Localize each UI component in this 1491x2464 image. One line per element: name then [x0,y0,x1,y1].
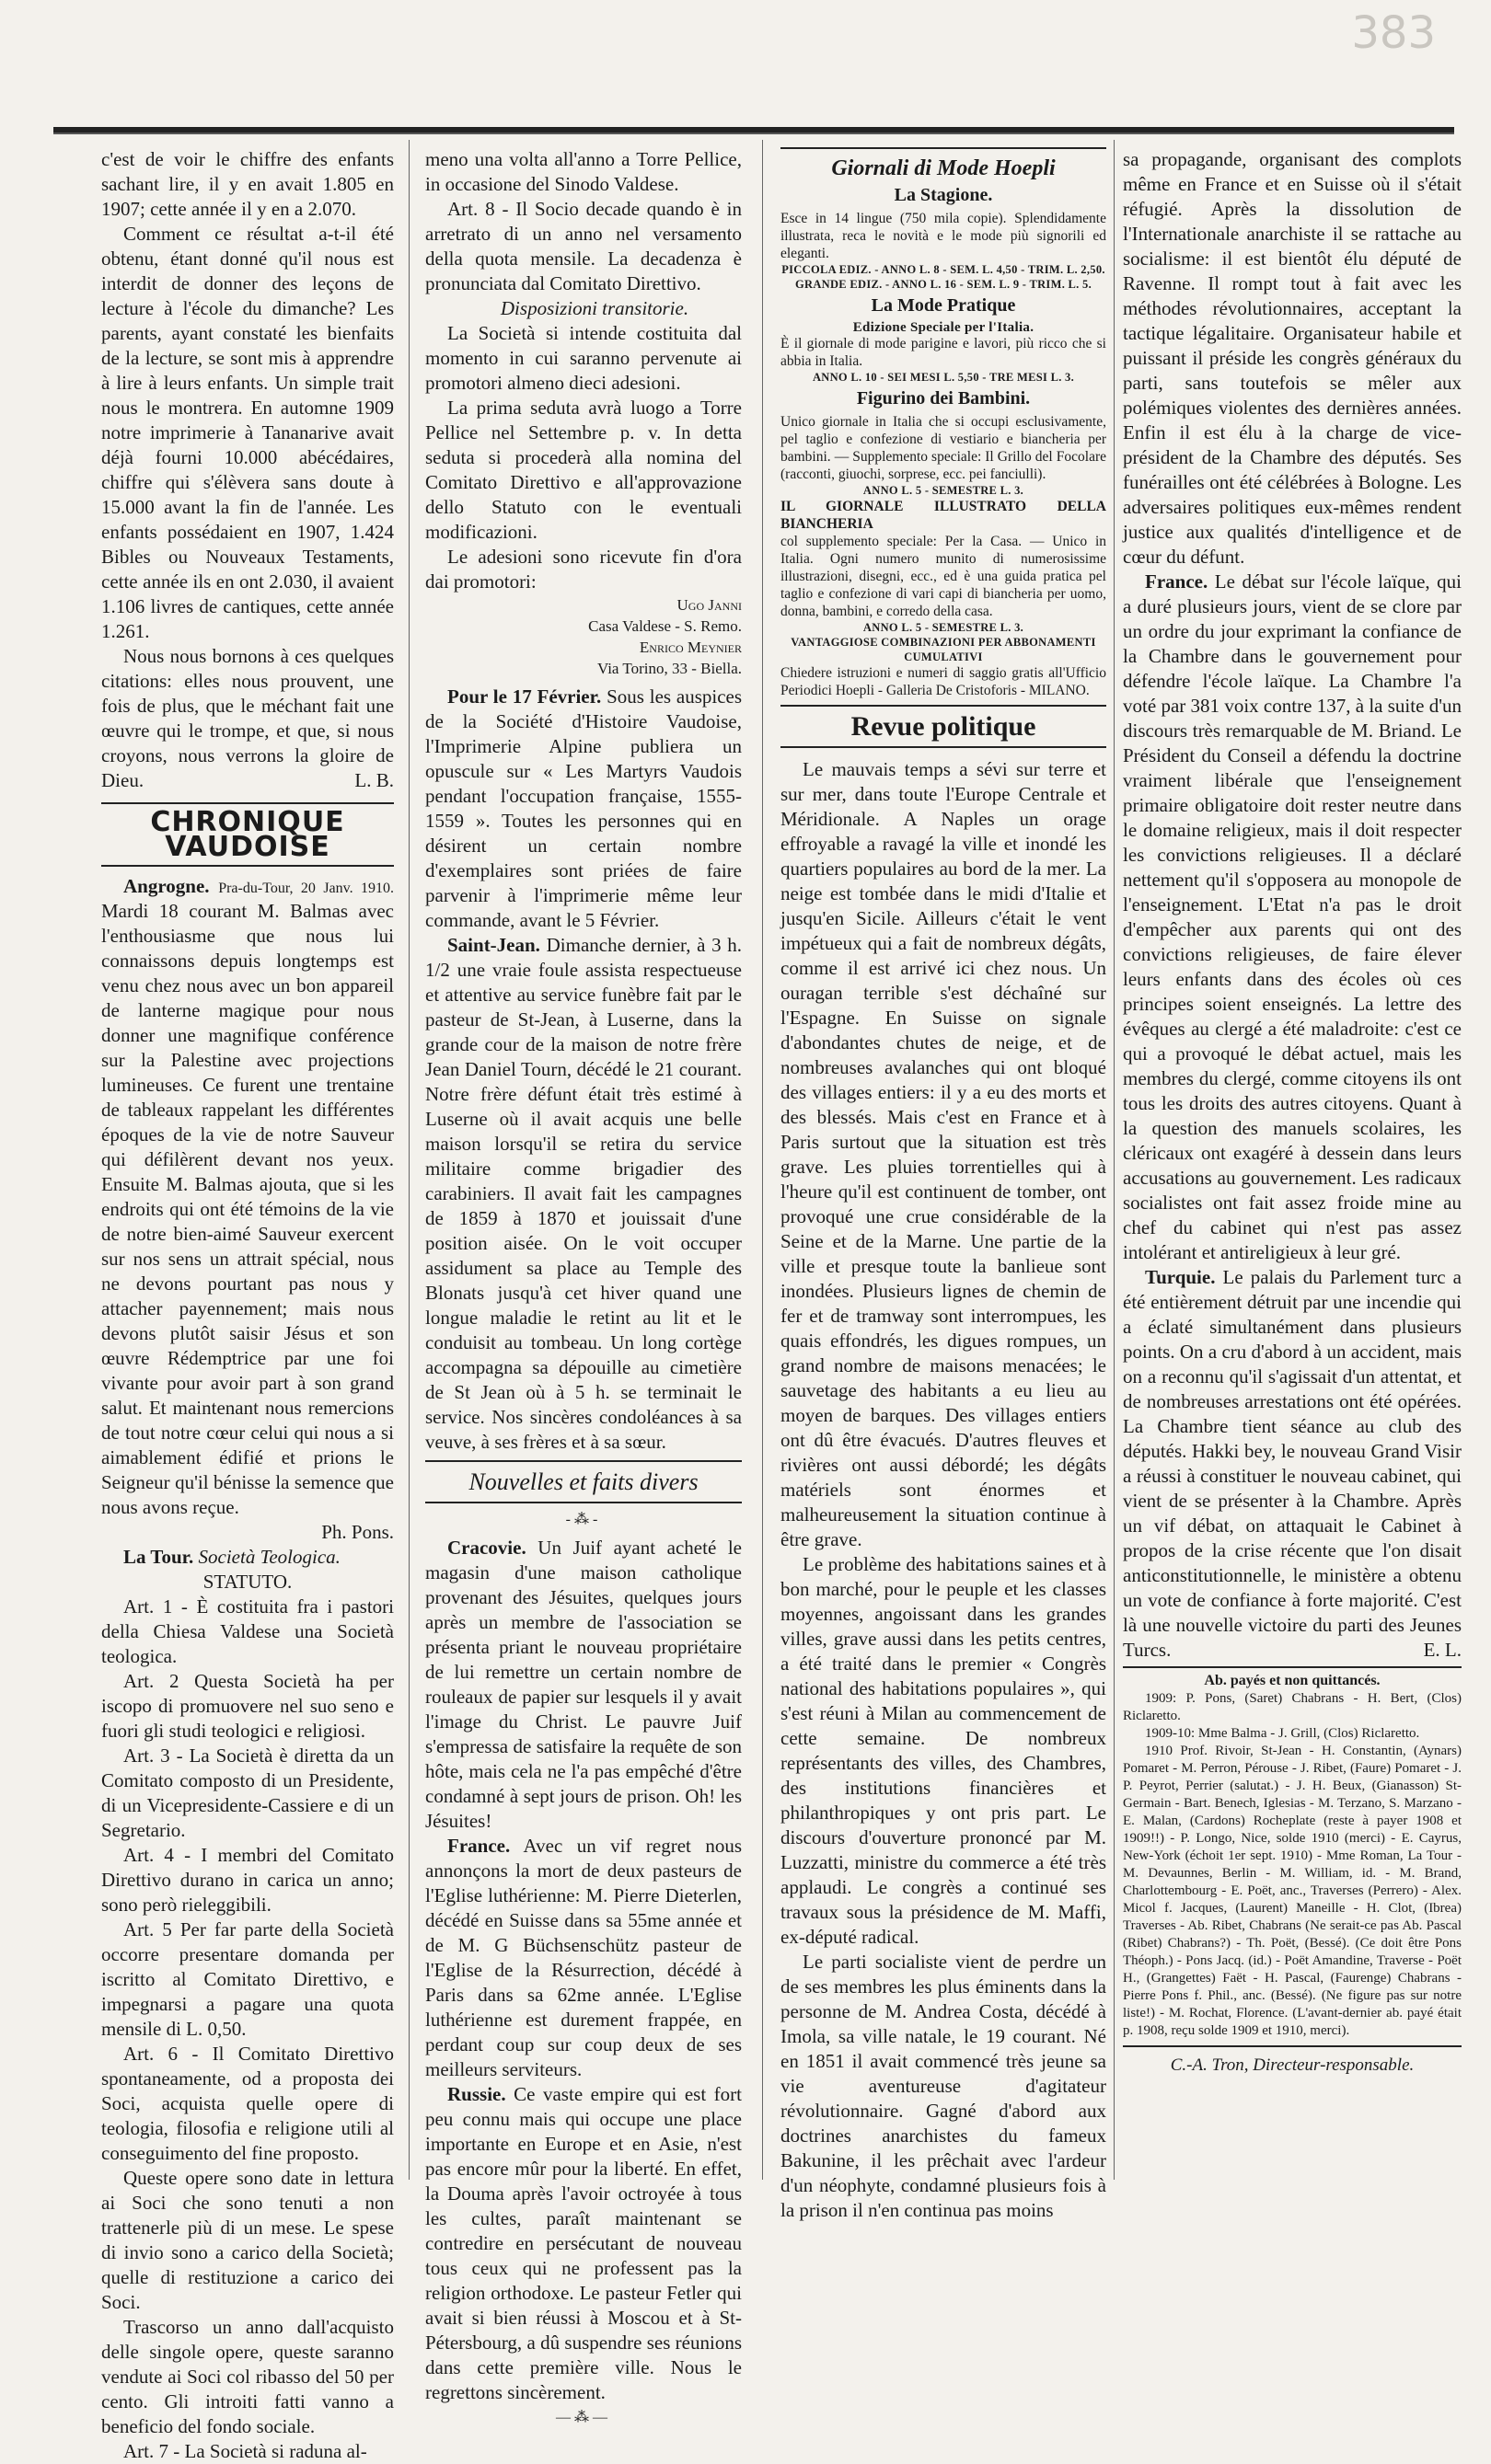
column-4 [1123,147,1462,2172]
article-heading: France. [1145,570,1208,593]
signature: L. B. [354,769,394,791]
subscription-entry: 1909: P. Pons, (Saret) Chabrans - H. Bert, (Clos) Riclaretto. [1123,1691,1462,1723]
statute-article: Art. 3 - La Società è diretta da un Comitato composto di un Presidente, di un Vicepresidente-Cassiere e di un Segretario. [101,1744,394,1841]
column-divider [1114,140,1115,2180]
director-line: C.-A. Tron, Directeur-responsable. [1123,2045,1462,2078]
subscriptions-title: Ab. payés et non quittancés. [1204,1673,1381,1688]
article-body: Mardi 18 courant M. Balmas avec l'enthousiasme que nous lui connaissons depuis longtemps est venu chez nous avec un bon appareil de lanterne magique pour nous donner une magnifique conférence sur la Palestine avec projections lumineuses. Ce furent une trentaine de tableaux rappelant les différentes époques de la vie de notre Sauveur qui défilèrent devant nos yeux. Ensuite M. Balmas ajouta, que si les endroits qui ont été témoins de la vie de notre bien-aimé Sauveur exercent sur nos sens un attrait spécial, nous ne devons pourtant pas nous y attacher payennement; mais nous devons plutôt saisir Jésus et son œuvre Rédemptrice par une foi vivante pour avoir part à son grand salut. Et maintenant nous remercions de tout notre cœur celui qui nous a si aimablement édifié et prions le Seigneur qu'il bénisse la semence que nous avons reçue. [101,900,394,1518]
rubric-title: Nouvelles et faits divers [425,1460,742,1503]
article-heading: La Tour. [123,1546,194,1568]
statute-article: Art. 5 Per far parte della Società occorre presentare domanda per iscritto al Comitato Direttivo, e impegnarsi a pagare una quota mensile di L. 0,50. [101,1918,394,2040]
statute-title: STATUTO. [202,1571,293,1593]
article [101,874,394,1520]
ad-section-title: La Mode Pratique [871,295,1016,316]
column-divider [762,140,763,2180]
paragraph: La prima seduta avrà luogo a Torre Pellice nel Settembre p. v. In detta seduta si procederà alla nomina del Comitato Direttivo e all'approvazione dello Statuto con le eventuali modificazioni. [425,397,742,543]
column-3 [780,147,1106,2221]
ad-note: VANTAGGIOSE COMBINAZIONI PER ABBONAMENTI CUMULATIVI [791,636,1096,663]
paragraph: Le problème des habitations saines et à bon marché, pour le peuple et les classes moyennes, angoissant dans les grandes villes, grave aussi dans les petits centres, a été traité dans le premier « Congrès national des habitations populaires », qui s'est réuni à Milan au commencement de cette semaine. De nombreux représentants des villes, des Chambres, des institutions financières et philanthropiques y ont pris part. Le discours d'ouverture prononcé par M. Luzzatti, ministre du commerce a été très applaudi. Le congrès a continué ses travaux sous la présidence de M. Maffi, ex-député radical. [780,1553,1106,1948]
promoter-address: Casa Valdese - S. Remo. [588,617,742,635]
article-body: Le palais du Parlement turc a été entièrement détruit par une incendie qui a éclaté simultanément dans plusieurs points. On a cru d'abord à un accident, mais on a reconnu qu'il s'agissait d'un attentat, et de nombreuses arrestations ont été opérées. La Chambre tient séance au club des députés. Hakki bey, le nouveau Grand Visir a réussi à constituer le nouveau cabinet, qui vient de se présenter à la Chambre. Après un vif débat, on attaquait le Cabinet à propos de la crise récente que l'on disait anticonstitutionnelle, le ministère a obtenu un vote de confiance à forte majorité. C'est là une nouvelle victoire du parti des Jeunes Turcs. [1123,1266,1462,1661]
article [1123,570,1462,1265]
article [425,933,742,1455]
statute-article: Art. 4 - I membri del Comitato Direttivo durano in carica un anno; sono però rieleggibili. [101,1844,394,1916]
column-divider [409,140,410,2180]
paragraph: c'est de voir le chiffre des enfants sachant lire, il y en avait 1.805 en 1907; cette année il y en a 2.070. [101,148,394,220]
ad-price: ANNO L. 10 - SEI MESI L. 5,50 - TRE MESI L. 3. [812,371,1075,384]
article-heading: Saint-Jean. [447,934,540,956]
column-2 [425,147,743,2425]
statute-article: Art. 6 - Il Comitato Direttivo spontaneamente, od a proposta dei Soci, acquista quelle opere di teologia, filosofia e religione utili al conseguimento del fine proposto. [101,2043,394,2164]
ad-text: col supplemento speciale: Per la Casa. — Unico in Italia. Ogni numero munito di numerosissime illustrazioni, disegni, ecc., ed è una guida pratica pel taglio e confezione di vari capi di biancheria per uomo, donna, bambini, e corredo della casa. [780,534,1106,619]
paragraph: meno una volta all'anno a Torre Pellice, in occasione del Sinodo Valdese. [425,148,742,195]
article-body: Ce vaste empire qui est fort peu connu mais qui occupe une place importante en Europe et en Asie, n'est pas encore mûr pour la liberté. En effet, la Douma après l'avoir octroyée à tous les cultes, paraît maintenant se contredire en persécutant de nouveau tous ceux qui ne professent pas la religion orthodoxe. Le pasteur Fetler qui avait si bien réussi à Moscou et à St-Pétersbourg, a dû suspendre ses réunions dans cette première ville. Nous le regrettons sincèrement. [425,2083,743,2403]
article-heading: Russie. [447,2083,506,2105]
promoters-list [425,594,742,679]
signature: E. L. [1423,1639,1462,1661]
promoter-name: Enrico Meynier [639,639,742,656]
article-subheading: Società Teologica. [198,1546,341,1568]
ornament: -⁂- [565,1512,602,1527]
subscription-entry: 1910 Prof. Rivoir, St-Jean - H. Constantin, (Aynars) Pomaret - M. Perron, Pérouse - J. Ribet, (Faure) Pomaret - J. P. Peyrot, Perrier (salutat.) - J. H. Beux, (Gianasson) St-Germain - Bart. Benech, Iglesias - M. Terzano, S. Marzano - E. Malan, (Cardons) Rocheplate (reste à payer 1908 et 1909!!) - P. Longo, Nice, solde 1910 (merci) - E. Cayrus, New-York (échoit 1er sept. 1910) - Mme Roman, La Tour - M. Devaunnes, Berlin - M. William, id. - M. Brand, Charlottembourg - E. Poët, anc., Traverses (Perrero) - Alex. Micol f. Jacques, (Laurent) Maneille - H. Clot, (Ibrea) Traverses - Ab. Ribet, Chabrans (Ne serait-ce pas Ab. Pascal (Ribet) Chabrans?) - Th. Poët, (Bessé). (Ce doit être Pons Théoph.) - Pons Jacq. (id.) - Poët Amandine, Traverse - Poët H., (Grangettes) Faët - H. Pascal, (Faurenge) Chabrans - Pierre Pons f. Phil., anc. (Bessé). (Ne figure pas sur notre liste!) - M. Rochat, Florence. (L'avant-dernier ab. payé était p. 1908, reçu solde 1909 et 1910, merci). [1123,1744,1462,2038]
article-body: Avec un vif regret nous annonçons la mort de deux pasteurs de l'Eglise luthérienne: M. Pierre Dieterlen, décédé en Suisse dans sa 55me année et de M. G Büchsenschütz pasteur de l'Eglise de la Résurrection, décédé à Paris dans sa 62me année. L'Eglise luthérienne est durement frappée, en perdant coup sur coup deux de ses meilleurs serviteurs. [425,1835,743,2080]
promoter-address: Via Torino, 33 - Biella. [596,660,742,677]
paragraph: La Società si intende costituita dal momento in cui saranno pervenute ai promotori almeno dieci adesioni. [425,322,742,394]
statute-article: Art. 7 - La Società si raduna al- [123,2440,367,2462]
statute-article: Art. 1 - È costituita fra i pastori della Chiesa Valdese una Società teologica. [101,1595,394,1667]
article-body: Le débat sur l'école laïque, qui a duré plusieurs jours, vient de se clore par un ordre du jour exprimant la confiance de la Chambre dans le gouvernement pour défendre l'école laïque. La Chambre l'a voté par 381 voix contre 137, à la suite d'un discours très remarquable de M. Briand. Le Président du Conseil a défendu la doctrine vraiment libérale que l'enseignement primaire obligatoire doit rester neutre dans le domaine religieux, mais il doit respecter les convictions religieuses. Il a déclaré nettement qu'il s'opposera au monopole de l'enseignement. L'Etat n'a pas le droit d'empêcher aux parents qui ont des convictions religieuses, de faire élever leurs enfants dans des écoles où ces principes soient enseignés. La lettre des évêques au clergé a été maladroite: c'est ce qui a provoqué le débat actuel, mais les membres du clergé, comme citoyens ils ont tous les droits des autres citoyens. Quant à la question des manuels scolaires, les cléricaux ont exagéré à dessein dans leurs accusations au gouvernement. Les radicaux socialistes ont fait assez froide mine au chef du cabinet qui n'est pas assez intolérant et antireligieux à leur gré. [1123,570,1462,1263]
ad-text: Unico giornale in Italia che si occupi esclusivamente, pel taglio e confezione di vestiario e biancheria per bambini. — Supplemento speciale: Il Grillo del Focolare (racconti, giuochi, sorprese, ecc. pei fanciulli). [780,414,1106,482]
ad-section-subtitle: Edizione Speciale per l'Italia. [852,320,1034,335]
signature: Ph. Pons. [321,1521,394,1543]
article-dateline: Pra-du-Tour, 20 Janv. 1910. [218,881,395,896]
subheading: Disposizioni transitorie. [500,297,689,319]
ad-price: PICCOLA EDIZ. - ANNO L. 8 - SEM. L. 4,50 - TRIM. L. 2,50. [781,263,1105,276]
article-heading: Turquie. [1145,1266,1216,1288]
article-body: Dimanche dernier, à 3 h. 1/2 une vraie foule assista respectueuse et attentive au service funèbre fait par le pasteur de St-Jean, à Luserne, dans la grande cour de la maison de notre frère Jean Daniel Tourn, décédé le 21 courant. Notre frère défunt était très estimé à Luserne où il avait acquis une belle maison lorsqu'il se retira du service militaire comme brigadier des carabiniers. Il avait fait les campagnes de 1859 à 1870 et jouissait d'une position aisée. On le voit occuper assidument sa place au Temple des Blonats jusqu'à cet hiver quand une longue maladie le retint au lit et le conduisit au tombeau. Un long cortège accompagna sa dépouille au cimetière de St Jean où à 5 h. se terminait le service. Nos sincères condoléances à sa veuve, à ses frères et à sa sœur. [425,934,742,1453]
article [425,2082,742,2405]
article [1123,1265,1462,1663]
paragraph-text: Nous nous bornons à ces quelques citations: elles nous prouvent, une fois de plus, que le méchant fait une œuvre qui le trompe, et que, si nous croyons, nous verrons la gloire de Dieu. [101,645,394,791]
ad-section-title: IL GIORNALE ILLUSTRATO DELLA BIANCHERIA [780,499,1106,532]
statute-article: Queste opere sono date in lettura ai Soci che sono tenuti a non trattenerle più di un mese. Le spese di invio sono a carico della Società; quelle di restituzione a carico dei Soci. [101,2167,394,2313]
article [101,1545,394,1570]
ad-title: Giornali di Mode Hoepli [831,156,1056,180]
article [425,685,742,933]
advertisement [780,147,1106,707]
ornament: —⁂— [556,2410,611,2425]
paragraph: Le adesioni sono ricevute fin d'ora dai promotori: [425,546,742,593]
paragraph: Le parti socialiste vient de perdre un de ses membres les plus éminents dans la personne de M. Andrea Costa, décédé à Imola, sa ville natale, le 19 courant. Né en 1851 il avait commencé très jeune sa vie aventureuse d'agitateur révolutionnaire. Gagné d'abord aux doctrines anarchistes du fameux Bakunine, il les prêchait avec l'ardeur d'un néophyte, condamné plusieurs fois à la prison il n'en continua pas moins [780,1951,1106,2221]
article-body: Sous les auspices de la Société d'Histoire Vaudoise, l'Imprimerie Alpine publiera un opuscule sur « Les Martyrs Vaudois pendant l'occupation française, 1555-1559 ». Toutes les personnes qui en désirent un certain nombre d'exemplaires sont priées de faire parvenir à l'imprimerie même leur commande, avant le 5 Février. [425,685,743,931]
ad-section-title: Figurino dei Bambini. [856,388,1031,409]
ad-contact: Chiedere istruzioni e numeri di saggio gratis all'Ufficio Periodici Hoepli - Galleria De Cristoforis - MILANO. [780,665,1106,698]
section-title: Revue politique [780,714,1106,748]
paragraph: Comment ce résultat a-t-il été obtenu, étant donné qu'il nous est interdit de donner des leçons de lecture à l'école du dimanche? Les parents, ayant constaté les bienfaits de la lecture, se sont mis à apprendre à lire à leurs enfants. Un simple trait nous le montrera. En automne 1909 notre imprimerie à Tananarive avait déjà fourni 10.000 abécédaires, chiffre qui s'élèvera sans doute à 15.000 avant la fin de l'année. Les enfants possédaient en 1907, 1.424 Bibles ou Nouveaux Testaments, cette année ils en ont 2.030, il avaient 1.106 livres de cantiques, cette année 1.261. [101,223,394,642]
section-title: CHRONIQUE VAUDOISE [101,802,394,867]
paragraph: Le mauvais temps a sévi sur terre et sur mer, dans toute l'Europe Centrale et Méridionale. A Naples un orage effroyable a ravagé la ville et inondé les quartiers populaires au bord de la mer. La neige est tombée dans le midi d'Italie et jusqu'en Sicile. Ailleurs c'était le vent impétueux qui a fait de nombreux dégâts, comme il est arrivé ici chez nous. Un ouragan terrible s'est déchaîné sur l'Espagne. En Suisse on signale d'abondantes chutes de neige, et de nombreuses avalanches qui ont bloqué des villages entiers: il y a eu des morts et des blessés. Mais c'est en France et à Paris surtout que la situation est très grave. Les pluies torrentielles qui à l'heure qu'il est continuent de tomber, ont provoqué une crue considérable de la Seine et de la Marne. Une partie de la ville et presque toute la banlieue sont inondées. Plusieurs lignes de chemin de fer et de tramway sont interrompues, les quais effondrés, les digues rompues, un grand nombre de maisons menacées; le sauvetage des habitants a eu lieu au moyen de barques. Des villages entiers ont dû être évacués. D'autres fleuves et rivières ont aussi débordé; les dégâts matériels sont énormes et malheureusement la situation continue à être grave. [780,758,1106,1550]
article-heading: Pour le 17 Février. [447,685,602,708]
paragraph: sa propagande, organisant des complots même en France et en Suisse où il s'était réfugié. Après la dissolution de l'Internationale anarchiste il se rattache au socialisme: il est bientôt élu député de Ravenne. Il rompt tout à fait avec les méthodes révolutionnaires, acceptant la tactique légalitaire. Organisateur habile et puissant il préside les congrès généraux du parti, sans toutefois se mêler aux polémiques violentes des dernières années. Enfin il est élu à la charge de vice-président de la Chambre des députés. Ses funérailles ont été célébrées à Bologne. Les adversaires politiques eux-mêmes rendent justice aux qualités d'intelligence et de cœur du défunt. [1123,148,1462,568]
ad-price: GRANDE EDIZ. - ANNO L. 16 - SEM. L. 9 - TRIM. L. 5. [794,278,1092,291]
article-heading: Angrogne. [123,875,210,897]
ad-section-title: La Stagione. [894,185,993,205]
subscription-entry: 1909-10: Mme Balma - J. Grill, (Clos) Riclaretto. [1145,1726,1420,1741]
ad-price: ANNO L. 5 - SEMESTRE L. 3. [862,621,1024,634]
article [425,1834,742,2082]
statute-article: Trascorso un anno dall'acquisto delle singole opere, queste saranno vendute ai Soci col ribasso del 50 per cento. Gli introiti fatti vanno a beneficio del fondo sociale. [101,2316,394,2437]
subscriptions-box [1123,1666,1462,2040]
statute-article: Art. 8 - Il Socio decade quando è in arretrato di un anno nel versamento della quota mensile. La decadenza è pronunciata dal Comitato Direttivo. [425,198,742,294]
ad-price: ANNO L. 5 - SEMESTRE L. 3. [862,484,1024,497]
ad-text: È il giornale di mode parigine e lavori, più ricco che si abbia in Italia. [780,336,1106,369]
promoter-name: Ugo Janni [676,596,742,614]
article [425,1536,742,1834]
column-1 [101,147,395,2462]
ad-text: Esce in 14 lingue (750 mila copie). Splendidamente illustrata, reca le novità e le mode più signorili ed eleganti. [780,211,1106,261]
article-body: Un Juif ayant acheté le magasin d'une maison catholique provenant des Jésuites, quelques jours après un membre de l'association se présenta priant le nouveau propriétaire de lui remettre un certain nombre de rouleaux de papier sur lesquels il y avait l'image du Christ. Le pauvre Juif s'empressa de satisfaire la requête de son hôte, mais cela ne l'a pas empêché d'être condamné à sept jours de prison. Oh! les Jésuites! [425,1537,742,1832]
article-heading: Cracovie. [447,1537,526,1559]
top-rule [53,127,1454,134]
article-heading: France. [447,1835,511,1857]
paragraph [101,644,394,793]
page-number-stamp: 383 [1351,7,1436,59]
statute-article: Art. 2 Questa Società ha per iscopo di promuovere nel suo seno e fuori gli studi teologici e religiosi. [101,1670,394,1742]
